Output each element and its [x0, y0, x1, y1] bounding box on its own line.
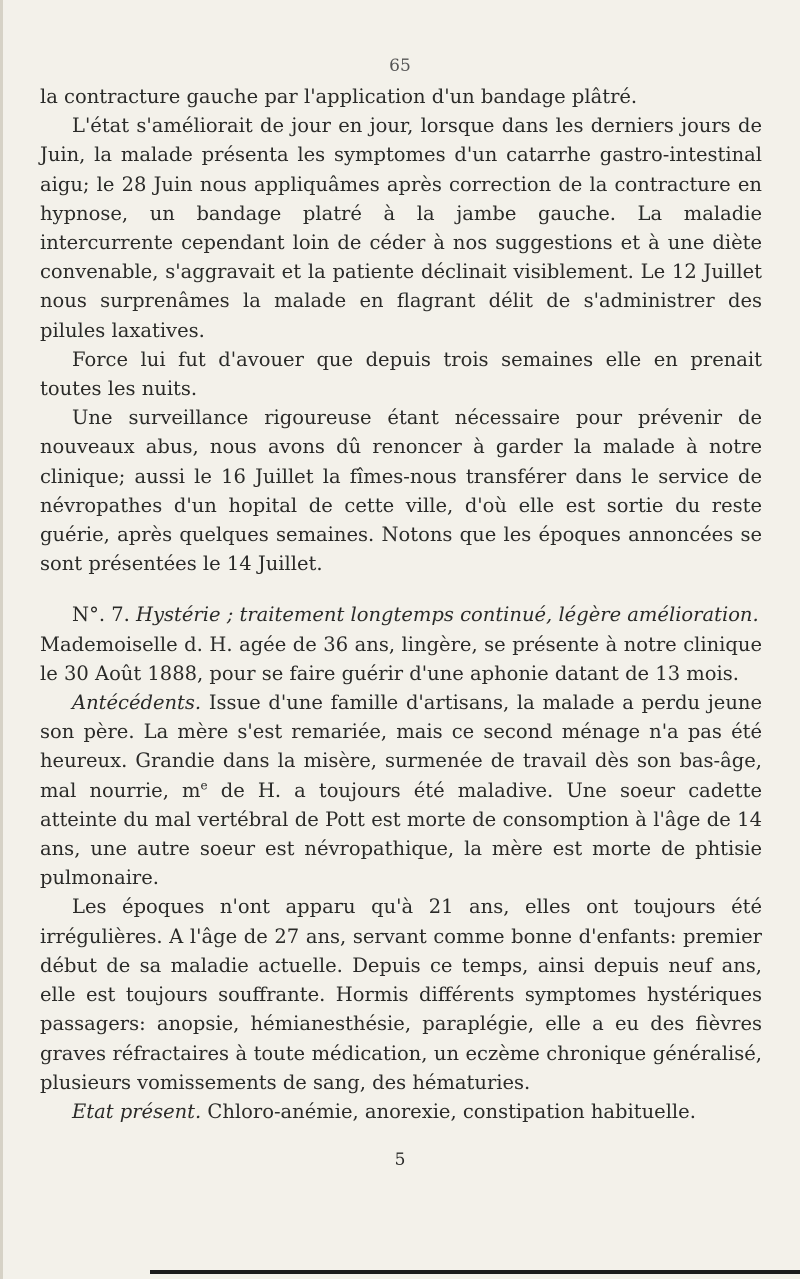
antecedents-label: Antécédents. [72, 691, 202, 715]
paragraph-continuation: la contracture gauche par l'application d'un bandage plâtré. [40, 85, 638, 108]
case-intro: Mademoiselle d. H. agée de 36 ans, lingère, se présente à notre clinique le 30 Août 1888, pour se faire guérir d'une aphonie datant de 13 mois. [40, 632, 762, 685]
etat-text: Chloro-anémie, anorexie, constipation habituelle. [207, 1099, 696, 1123]
case-title: Hystérie ; traitement longtemps continué, légère amélioration. [136, 603, 759, 627]
page-number: 65 [389, 56, 411, 76]
paragraph-antecedents [40, 688, 762, 892]
case-number: N°. 7. [72, 603, 130, 627]
case-heading [40, 600, 762, 629]
paragraph-etat-present [40, 1097, 762, 1126]
antecedents-superscript: e [200, 778, 208, 793]
etat-label: Etat présent. [72, 1099, 202, 1123]
page-body [40, 82, 762, 1126]
paragraph-surveillance: Une surveillance rigoureuse étant nécessaire pour prévenir de nouveaux abus, nous avons dû renoncer à garder la malade à notre clinique; aussi le 16 Juillet la fîmes-nous transférer dans le service de névropathes d'un hopital de cette ville, d'où elle est sortie du reste guérie, après quelques semaines. Notons que les époques annoncées se sont présentées le 14 Juillet. [40, 406, 762, 576]
antecedents-text-a: Issue d'une famille d'artisans, la malade a perdu jeune son père. La mère s'est remariée, mais ce second ménage n'a pas été heureux. Grandie dans la misère, surmenée de travail dès son bas-âge, mal nourrie, m [40, 691, 762, 802]
antecedents-text-b: de H. a toujours été maladive. Une soeur cadette atteinte du mal vertébral de Pott est morte de consomption à l'âge de 14 ans, une autre soeur est névropathique, la mère est morte de phtisie pulmonaire. [40, 778, 762, 890]
page-edge-shadow [0, 0, 3, 1279]
paragraph-etat: L'état s'améliorait de jour en jour, lorsque dans les derniers jours de Juin, la malade présenta les symptomes d'un catarrhe gastro-intestinal aigu; le 28 Juin nous appliquâmes après correction de la contracture en hypnose, un bandage platré à la jambe gauche. La maladie intercurrente cependant loin de céder à nos suggestions et à une diète convenable, s'aggravait et la patiente déclinait visiblement. Le 12 Juillet nous surprenâmes la malade en flagrant délit de s'administrer des pilules laxatives. [40, 114, 762, 342]
paragraph-epoques: Les époques n'ont apparu qu'à 21 ans, elles ont toujours été irrégulières. A l'âge de 27 ans, servant comme bonne d'enfants: premier début de sa maladie actuelle. Depuis ce temps, ainsi depuis neuf ans, elle est toujours souffrante. Hormis différents symptomes hystériques passagers: anopsie, hémianesthésie, paraplégie, elle a eu des fièvres graves réfractaires à toute médication, un eczème chronique généralisé, plusieurs vomissements de sang, des hématuries. [40, 895, 762, 1094]
signature-mark: 5 [394, 1150, 406, 1170]
paragraph-aveu: Force lui fut d'avouer que depuis trois semaines elle en prenait toutes les nuits. [40, 347, 762, 401]
bottom-rule [150, 1270, 800, 1274]
